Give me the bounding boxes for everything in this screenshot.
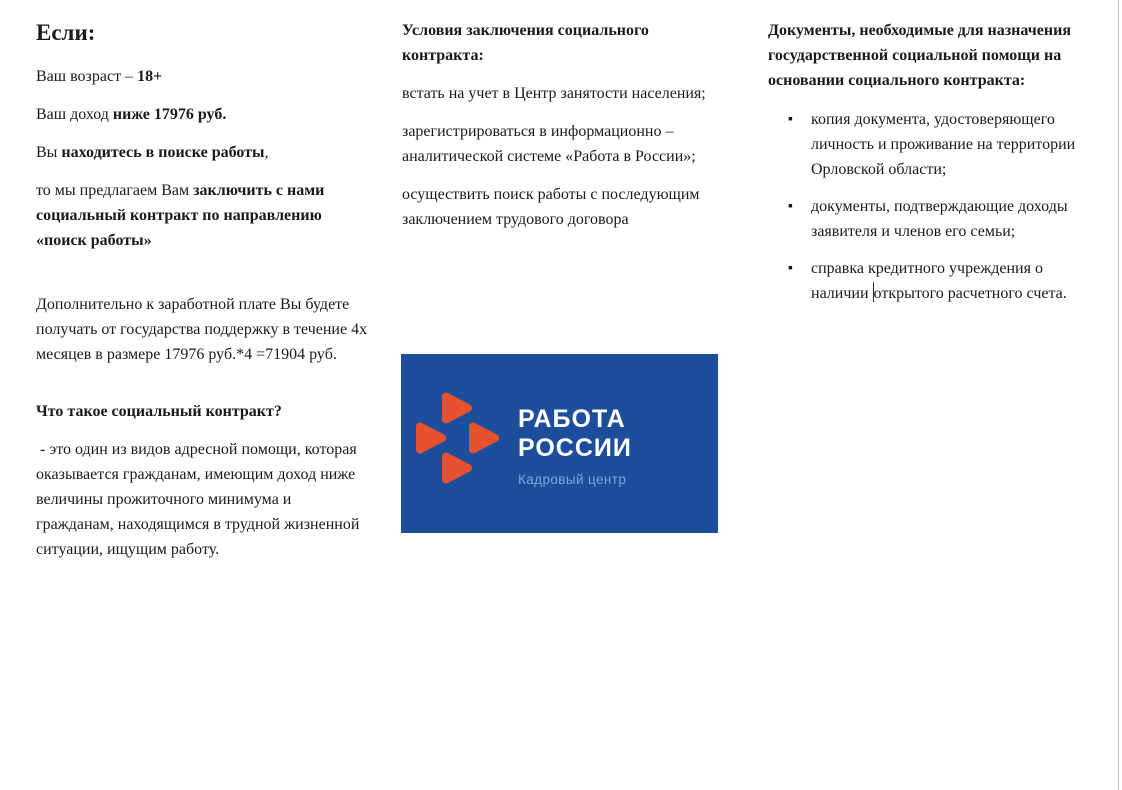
logo-title-line1: РАБОТА bbox=[518, 405, 626, 433]
paragraph-income-bold: ниже 17976 руб. bbox=[112, 106, 227, 123]
paragraph-register-czn: встать на учет в Центр занятости населения; bbox=[402, 85, 706, 102]
list-item-identity-document bbox=[788, 107, 1076, 182]
heading-esli: Если: bbox=[36, 20, 96, 45]
paragraph-job-search bbox=[36, 140, 368, 165]
paragraph-job-search-text: Вы bbox=[36, 144, 62, 161]
square-bullet-icon: ▪ bbox=[788, 112, 793, 127]
logo-text-block bbox=[518, 405, 632, 488]
paragraph-age-text: Ваш возраст – bbox=[36, 68, 138, 85]
rabota-rossii-triangles-icon bbox=[413, 390, 501, 490]
list-item-text: копия документа, удостоверяющего личность и проживание на территории Орловской области; bbox=[811, 111, 1076, 178]
paragraph-income-text: Ваш доход bbox=[36, 106, 113, 123]
rabota-rossii-logo bbox=[401, 354, 718, 533]
list-item-text-after-cursor: открытого расчетного счета. bbox=[873, 285, 1067, 302]
list-item-bank-certificate bbox=[788, 256, 1076, 306]
list-item-text-before-cursor: справка кредитного учреждения о наличии bbox=[811, 260, 1043, 302]
heading-conditions: Условия заключения социального контракта: bbox=[402, 22, 649, 64]
paragraph-register-system: зарегистрироваться в информационно – аналитической системе «Работа в России»; bbox=[402, 123, 696, 165]
paragraph-job-search-bold: находитесь в поиске работы bbox=[61, 144, 265, 161]
square-bullet-icon: ▪ bbox=[788, 261, 793, 276]
paragraph-definition: - это один из видов адресной помощи, которая оказывается гражданам, имеющим доход ниже величины прожиточного минимума и гражданам, находящимся в трудной жизненной ситуации, ищущим работу. bbox=[36, 441, 360, 558]
paragraph-job-search-tail: , bbox=[264, 144, 269, 161]
column-middle bbox=[402, 18, 715, 245]
paragraph-offer-bold: заключить с нами социальный контракт по направлению «поиск работы» bbox=[36, 182, 325, 249]
logo-subtitle: Кадровый центр bbox=[518, 472, 627, 487]
list-item-text: документы, подтверждающие доходы заявителя и членов его семьи; bbox=[811, 198, 1068, 240]
paragraph-age-bold: 18+ bbox=[137, 68, 163, 85]
list-item-text bbox=[811, 256, 1076, 306]
heading-documents: Документы, необходимые для назначения государственной социальной помощи на основании социального контракта: bbox=[768, 22, 1071, 89]
documents-list bbox=[768, 107, 1076, 306]
paragraph-income bbox=[36, 102, 368, 127]
paragraph-support: Дополнительно к заработной плате Вы будете получать от государства поддержку в течение 4х месяцев в размере 17976 руб.*4 =71904 руб. bbox=[36, 296, 368, 363]
column-right bbox=[768, 18, 1094, 318]
paragraph-age bbox=[36, 64, 368, 89]
paragraph-offer-text: то мы предлагаем Вам bbox=[36, 182, 194, 199]
column-left bbox=[36, 18, 368, 575]
list-item-income-documents bbox=[788, 194, 1076, 244]
paragraph-offer bbox=[36, 178, 368, 253]
square-bullet-icon: ▪ bbox=[788, 199, 793, 214]
subheading-what-is-contract: Что такое социальный контракт? bbox=[36, 403, 282, 420]
page-edge-line bbox=[1118, 0, 1119, 790]
logo-title-line2: РОССИИ bbox=[518, 434, 632, 462]
paragraph-job-search-condition: осуществить поиск работы с последующим заключением трудового договора bbox=[402, 186, 700, 228]
